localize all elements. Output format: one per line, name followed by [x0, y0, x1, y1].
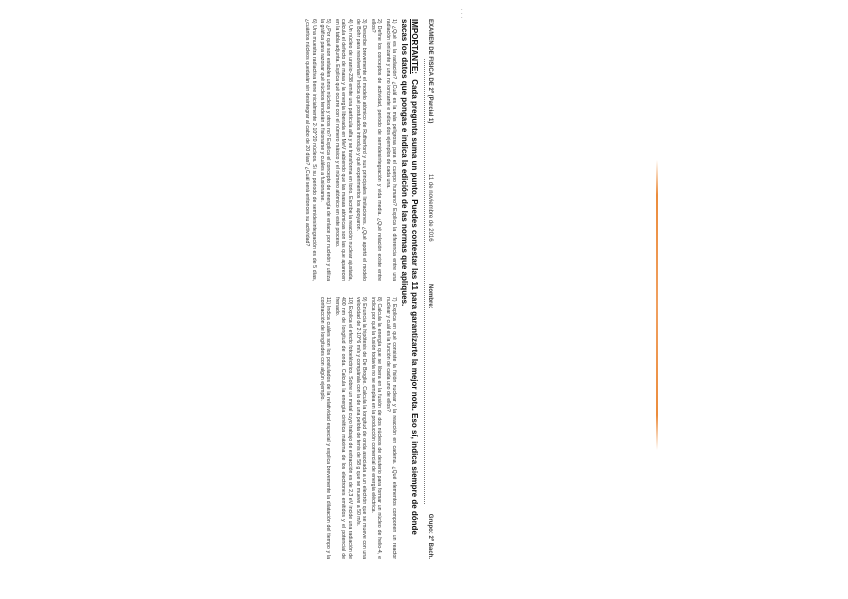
notice-text: Cada pregunta suma un punto. Puedes contestar las 11 para garantizarte la mejor nota. Eso sí, indica siempre de dónde sacas los datos que pongas e indica la edición de las normas que apliques.	[400, 19, 419, 535]
question-4: 4) Un núcleo de uranio-238 emite una partícula alfa y se transforma en torio. Escribe la reacción nuclear ajustada, calcula el defecto de masa y la energía liberada en MeV sabiendo que las masas atómicas son las que aparecen en la tabla adjunta. Explica qué ocurre con el número másico y el número atómico en este proceso.	[333, 19, 353, 281]
page-corner-mark: · · ·	[461, 7, 463, 21]
question-3: 3) Describe brevemente el modelo atómico de Rutherford y sus principales limitaciones. ¿Qué aportó el modelo de Bohr para resolverlas? Indica qué postulados introdujo y qué experimentos los apoyaron.	[354, 19, 368, 281]
question-2: 2) Define los conceptos de actividad, periodo de semidesintegración y vida media. ¿Qué relación existe entre ellos?	[369, 19, 383, 281]
questions-left-column	[302, 19, 397, 281]
question-9: 9) Enuncia la hipótesis de De Broglie. Calcula la longitud de onda asociada a un electrón que se mueve con una velocidad de 2·10^6 m/s y compárala con la de una pelota de tenis de 58 g que se mueve a 50 m/s.	[354, 297, 368, 559]
group-label: Grupo: 2º Bach.	[427, 513, 433, 559]
orange-edge-mark	[656, 160, 658, 450]
name-label: Nombre:	[427, 284, 433, 309]
question-10: 10) Explica el efecto fotoeléctrico. Sobre un metal cuyo trabajo de extracción es de 2,3 eV incide una radiación de 400 nm de longitud de onda. Calcula la energía cinética máxima de los electrones emitidos y el potencial de frenado.	[333, 297, 353, 559]
question-5: 5) ¿Por qué son estables unos núcleos y otros no? Explica el concepto de energía de enlace por nucleón y utiliza la gráfica para razonar qué núcleos tenderán a fisionarse y cuáles a fusionarse.	[318, 19, 332, 281]
question-11: 11) Indica cuáles son los postulados de la relatividad especial y explica brevemente la dilatación del tiempo y la contracción de longitudes con algún ejemplo.	[318, 297, 332, 559]
header-dotted-rule	[424, 59, 425, 504]
question-1: 1) ¿Qué es la radiación? ¿Cuál es la más peligrosa para el cuerpo humano? Explica la diferencia entre una radiación ionizante y una no ionizante e indica dos ejemplos de cada una.	[384, 19, 397, 281]
question-6: 6) Una muestra radiactiva tiene inicialmente 2·10^20 núcleos. Si su periodo de semidesintegración es de 5 días, ¿cuántos núcleos quedarán sin desintegrar al cabo de 20 días? ¿Cuál será entonces su actividad?	[304, 19, 317, 281]
exam-date: 11 de noviembre de 2016	[427, 174, 433, 242]
question-7: 7) Explica en qué consiste la fisión nuclear y la reacción en cadena. ¿Qué elementos componen un reactor nuclear y cuál es la función de cada uno de ellos?	[384, 297, 397, 559]
important-label: IMPORTANTE:	[410, 19, 419, 74]
rotated-exam-page	[235, 19, 435, 559]
question-8: 8) Calcula la energía que se libera en la fusión de dos núcleos de deuterio para formar un núcleo de helio-4, e indica por qué la fusión todavía no se emplea en la producción comercial de energía eléctrica.	[369, 297, 383, 559]
important-notice	[399, 19, 419, 559]
exam-header	[421, 19, 435, 559]
questions-right-column	[317, 297, 397, 559]
course-title: EXAMEN DE FISICA DE 2º (Parcial 1)	[427, 19, 433, 124]
